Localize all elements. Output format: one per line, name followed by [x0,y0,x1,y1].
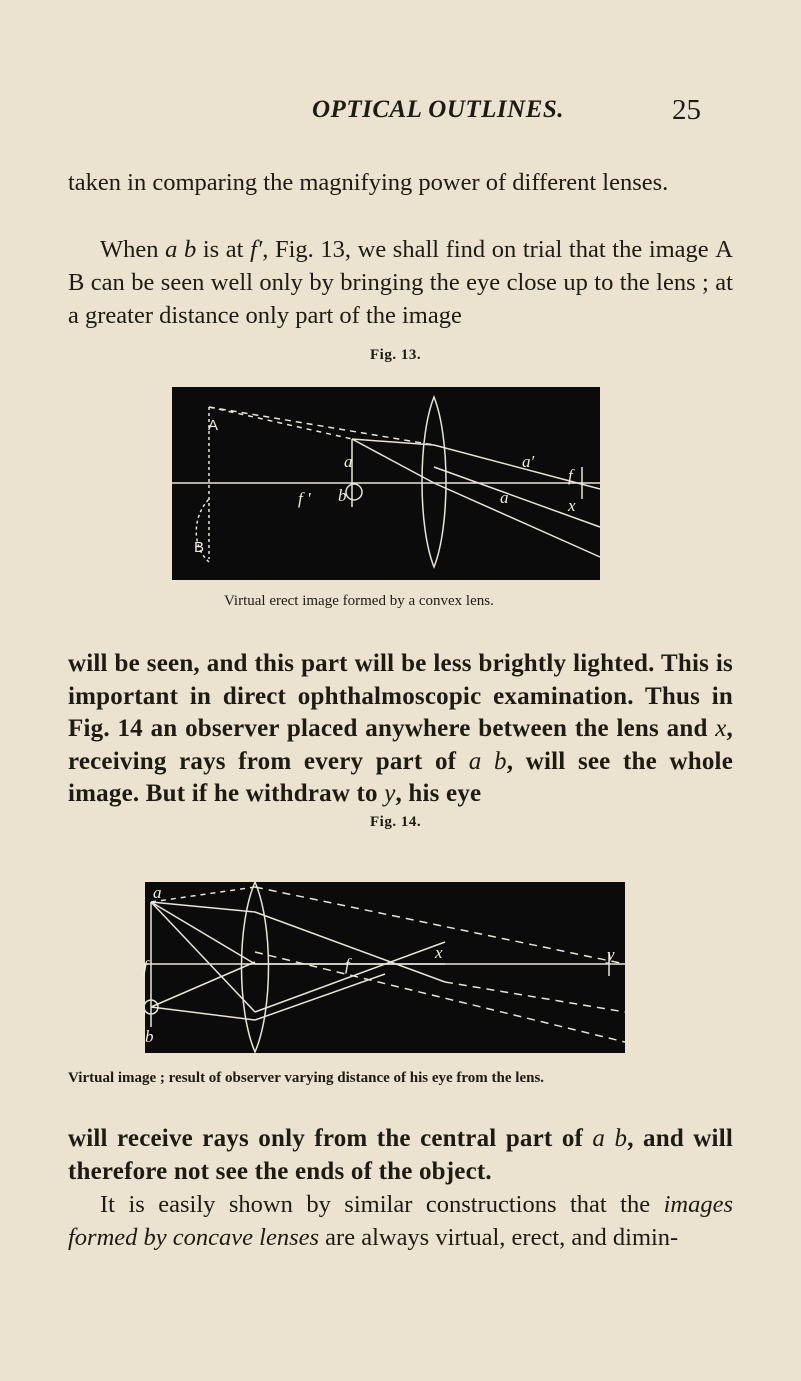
p2-italic-ab: a b [165,236,197,263]
fig14-diagram [145,882,625,1053]
p4-italic-ab: a b [592,1125,628,1152]
p3-text-b: , receiving rays from every part of [68,715,733,775]
paragraph-4 [68,1123,733,1188]
fig13-ray-2 [352,439,434,483]
paragraph-1-text: taken in comparing the magnifying power of different lenses. [68,169,669,196]
p3-text-c: , will see the whole image. But if he withdraw to [68,747,733,807]
p4-text-a: will receive rays only from the central part of [68,1125,593,1152]
fig13-object-b-circle [346,484,362,500]
fig13-letter-f-prime: f ′ [298,489,311,508]
fig14-ray-dashed-3 [255,952,625,1042]
p2-italic-f: f′ [250,236,263,263]
fig14-svg [145,882,625,1053]
fig13-letter-B: B [194,539,205,556]
fig14-caption: Virtual image ; result of observer varying distance of his eye from the lens. [68,1070,545,1086]
fig13-label: Fig. 13. [370,347,422,363]
fig13-ray-dashed-2 [209,407,352,439]
fig14-letter-f-left: f [143,957,148,976]
fig14-ray-a3 [151,902,255,1012]
fig13-letter-a: a [344,452,353,471]
fig14-letter-b: b [145,1027,154,1046]
p3-italic-ab: a b [468,747,507,775]
paragraph-5 [68,1188,733,1254]
fig13-letter-a-right: a [500,488,509,507]
fig13-letter-A: A [208,417,219,434]
fig14-convex-lens [242,882,269,1052]
fig14-ray-dashed-4 [445,982,625,1012]
fig14-letter-y: y [607,945,615,964]
fig14-letter-f-right: f [345,955,350,974]
fig14-label: Fig. 14. [370,814,422,830]
running-head [0,96,801,136]
fig13-svg [172,387,600,580]
fig14-ray-a2 [151,902,255,964]
p2-smallcaps-AB: A B [68,236,733,296]
fig13-ray-dashed-1 [209,407,434,445]
p5-text-a: It is easily shown by similar constructions that the [100,1191,664,1218]
fig13-letter-b: b [338,486,347,505]
p4-text-b: , and will therefore not see the ends of the object. [68,1125,733,1185]
p3-text-d: , his eye [395,780,482,807]
p5-italic-emphasis: images formed by concave lenses [68,1191,733,1251]
fig14-ray-dashed-1 [151,887,255,902]
fig14-letter-x: x [435,943,443,962]
running-title: OPTICAL OUTLINES. [312,96,565,123]
fig14-letter-a: a [153,883,162,902]
fig13-letter-x: x [568,496,576,515]
fig13-caption: Virtual erect image formed by a convex lens. [224,593,494,609]
fig13-diagram [172,387,600,580]
fig14-ray-c3 [255,942,445,1012]
fig13-letter-f: f [568,466,573,485]
paragraph-2 [68,233,733,332]
fig14-ray-b1 [151,962,255,1007]
p2-text-c: , Fig. 13, we shall find on trial that the image [262,236,716,263]
fig13-ray-4 [434,483,600,557]
p5-text-b: are always virtual, erect, and dimin- [319,1224,679,1251]
fig13-convex-lens [422,397,446,567]
fig14-ray-c4 [255,974,385,1020]
p2-text-a: When [100,236,166,263]
paragraph-1 [68,166,733,199]
fig14-ray-b2 [151,1007,255,1020]
fig13-letter-a-prime: a′ [522,452,535,471]
p3-italic-y: y [384,780,396,807]
paragraph-3 [68,648,733,811]
fig13-ray-1 [352,439,434,445]
p3-text-a: will be seen, and this part will be less brightly lighted. This is important in direct ophthalmoscopic examination. Thus in Fig. 14 an observer placed anywhere between the lens and [68,650,733,742]
page-number: 25 [672,94,701,126]
p2-text-d: can be seen well only by bringing the eye close up to the lens ; at a greater distance only part of the image [68,269,733,329]
fig14-ray-c1 [255,912,445,982]
p2-text-b: is at [196,236,251,263]
p3-italic-x: x [715,715,727,742]
